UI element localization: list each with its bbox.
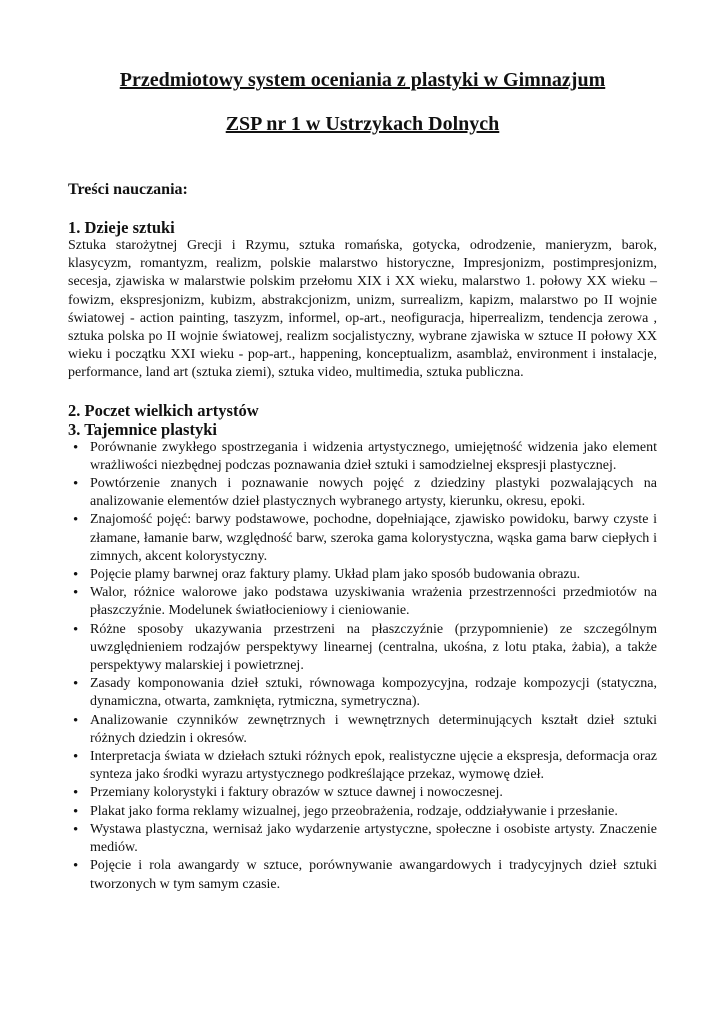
section-1-heading: 1. Dzieje sztuki [68,218,175,237]
list-item: • Przemiany kolorystyki i faktury obrazów w sztuce dawnej i nowoczesnej. [90,784,657,802]
list-item: • Plakat jako forma reklamy wizualnej, jego przeobrażenia, rodzaje, oddziaływanie i przesłanie. [90,803,657,821]
list-item: • Różne sposoby ukazywania przestrzeni na płaszczyźnie (przypomnienie) ze szczególnym uwzględnieniem rodzajów perspektywy linearnej (centralna, ukośna, z lotu ptaka, żabia), a także perspektywy malarskiej i powietrznej. [90,621,657,676]
list-item: • Pojęcie i rola awangardy w sztuce, porównywanie awangardowych i tradycyjnych dzieł sztuki tworzonych w tym samym czasie. [90,857,657,893]
list-item: • Porównanie zwykłego spostrzegania i widzenia artystycznego, umiejętność widzenia jako element wrażliwości niezbędnej podczas poznawania dzieł sztuki i samodzielnej ekspresji plastycznej. [90,439,657,475]
list-item: • Powtórzenie znanych i poznawanie nowych pojęć z dziedziny plastyki pozwalających na analizowanie elementów dzieł plastycznych wybranego artysty, kierunku, okresu, epoki. [90,475,657,511]
list-item: • Wystawa plastyczna, wernisaż jako wydarzenie artystyczne, społeczne i osobiste artysty. Znaczenie mediów. [90,821,657,857]
section-3-bullet-list [68,439,657,894]
list-item: • Interpretacja świata w dziełach sztuki różnych epok, realistyczne ujęcie a ekspresja, deformacja oraz synteza jako środki wyrazu artystycznego podkreślające przekaz, wymowę dzieł. [90,748,657,784]
section-2-heading: 2. Poczet wielkich artystów [68,400,259,420]
section-3-heading: 3. Tajemnice plastyki [68,419,217,439]
list-item: • Znajomość pojęć: barwy podstawowe, pochodne, dopełniające, zjawisko powidoku, barwy czyste i złamane, łamanie barw, względność barw, szeroka gama kolorystyczna, wąska gama barw ciepłych i zimnych, akcent kolorystyczny. [90,511,657,566]
list-item: • Analizowanie czynników zewnętrznych i wewnętrznych determinujących kształt dzieł sztuki różnych dziedzin i okresów. [90,712,657,748]
list-item: • Pojęcie plamy barwnej oraz faktury plamy. Układ plam jako sposób budowania obrazu. [90,566,657,584]
content-heading: Treści nauczania: [68,181,188,198]
list-item: • Zasady komponowania dzieł sztuki, równowaga kompozycyjna, rodzaje kompozycji (statyczna, dynamiczna, otwarta, zamknięta, rytmiczna, symetryczna). [90,675,657,711]
list-item: • Walor, różnice walorowe jako podstawa uzyskiwania wrażenia przestrzenności przedmiotów na płaszczyźnie. Modelunek światłocieniowy i cieniowanie. [90,584,657,620]
document-title-line-2: ZSP nr 1 w Ustrzykach Dolnych [225,113,500,135]
section-1-text: Sztuka starożytnej Grecji i Rzymu, sztuka romańska, gotycka, odrodzenie, manieryzm, barok, klasycyzm, romantyzm, realizm, polskie malarstwo historyczne, Impresjonizm, postimpresjonizm, secesja, zjawiska w malarstwie polskim przełomu XIX i XX wieku, malarstwo 1. połowy XX wieku – fowizm, ekspresjonizm, kubizm, abstrakcjonizm, unizm, surrealizm, kapizm, malarstwo po II wojnie światowej - action painting, taszyzm, informel, op-art., neofiguracja, hiperrealizm, tendencja zerowa , sztuka polska po II wojnie światowej, realizm socjalistyczny, wybrane zjawiska w sztuce II połowy XX wieku i początku XXI wieku - pop-art., happening, konceptualizm, asamblaż, environment i instalacje, performance, land art (sztuka ziemi), sztuka video, multimedia, sztuka publiczna. [68,238,657,381]
document-title-line-1: Przedmiotowy system oceniania z plastyki w Gimnazjum [119,69,606,91]
